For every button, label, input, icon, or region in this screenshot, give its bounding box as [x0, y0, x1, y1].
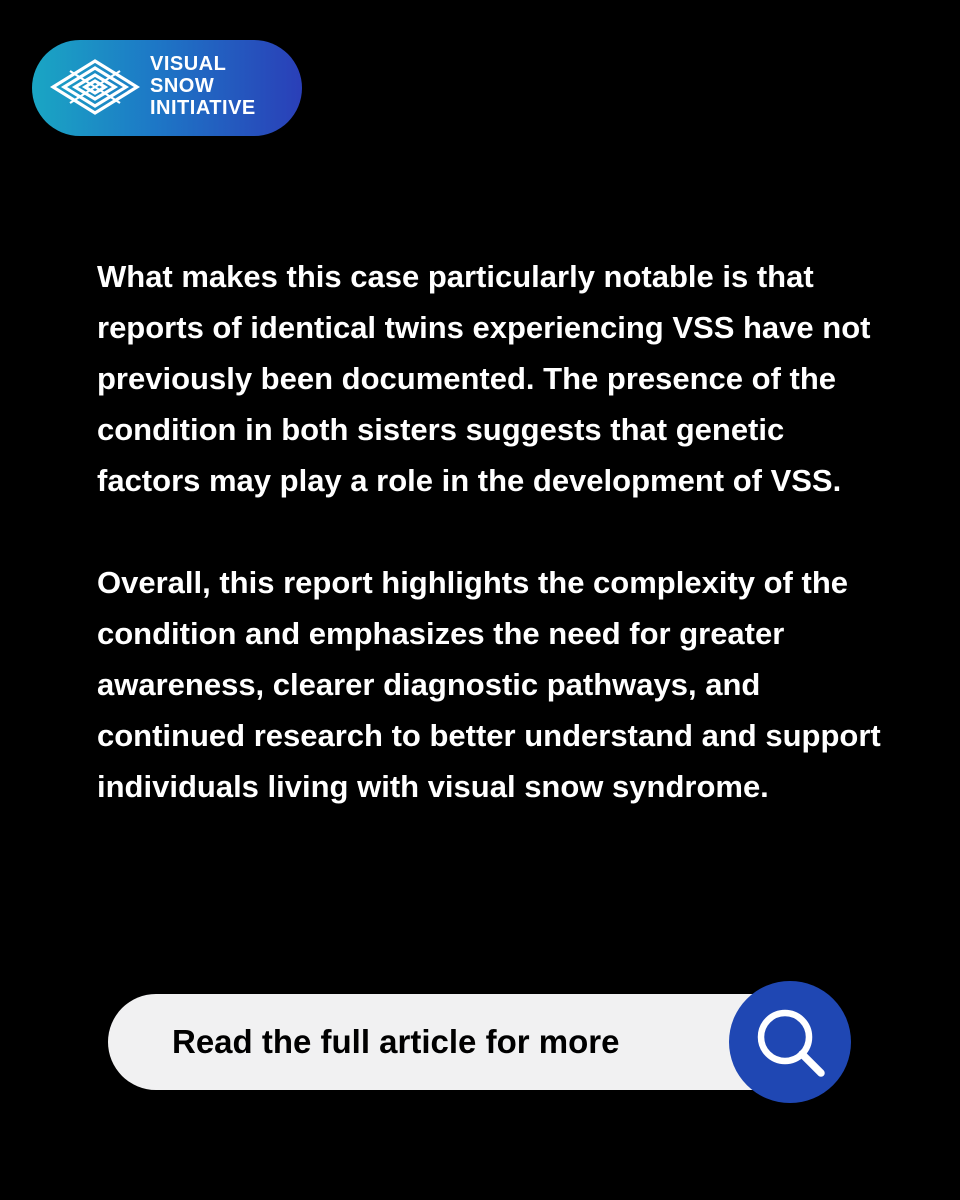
paragraph-overall-summary: Overall, this report highlights the complexity of the condition and emphasizes the need for greater awareness, clearer diagnostic pathways, and continued research to better understand and support individuals living with visual snow syndrome.: [97, 565, 881, 804]
search-icon: [729, 981, 851, 1103]
paragraph-case-notable: What makes this case particularly notable is that reports of identical twins experiencing VSS have not previously been documented. The presence of the condition in both sisters suggests that genetic factors may play a role in the development of VSS.: [97, 259, 871, 498]
logo-line-initiative: INITIATIVE: [150, 97, 256, 119]
logo-line-visual: VISUAL: [150, 53, 227, 75]
logo-wordmark: [150, 53, 295, 119]
search-button[interactable]: [729, 981, 851, 1103]
article-excerpt: [97, 251, 887, 812]
read-article-label[interactable]: Read the full article for more: [172, 1023, 620, 1060]
logo-line-snow: SNOW: [150, 75, 215, 97]
logo-mark-icon: [50, 58, 140, 116]
